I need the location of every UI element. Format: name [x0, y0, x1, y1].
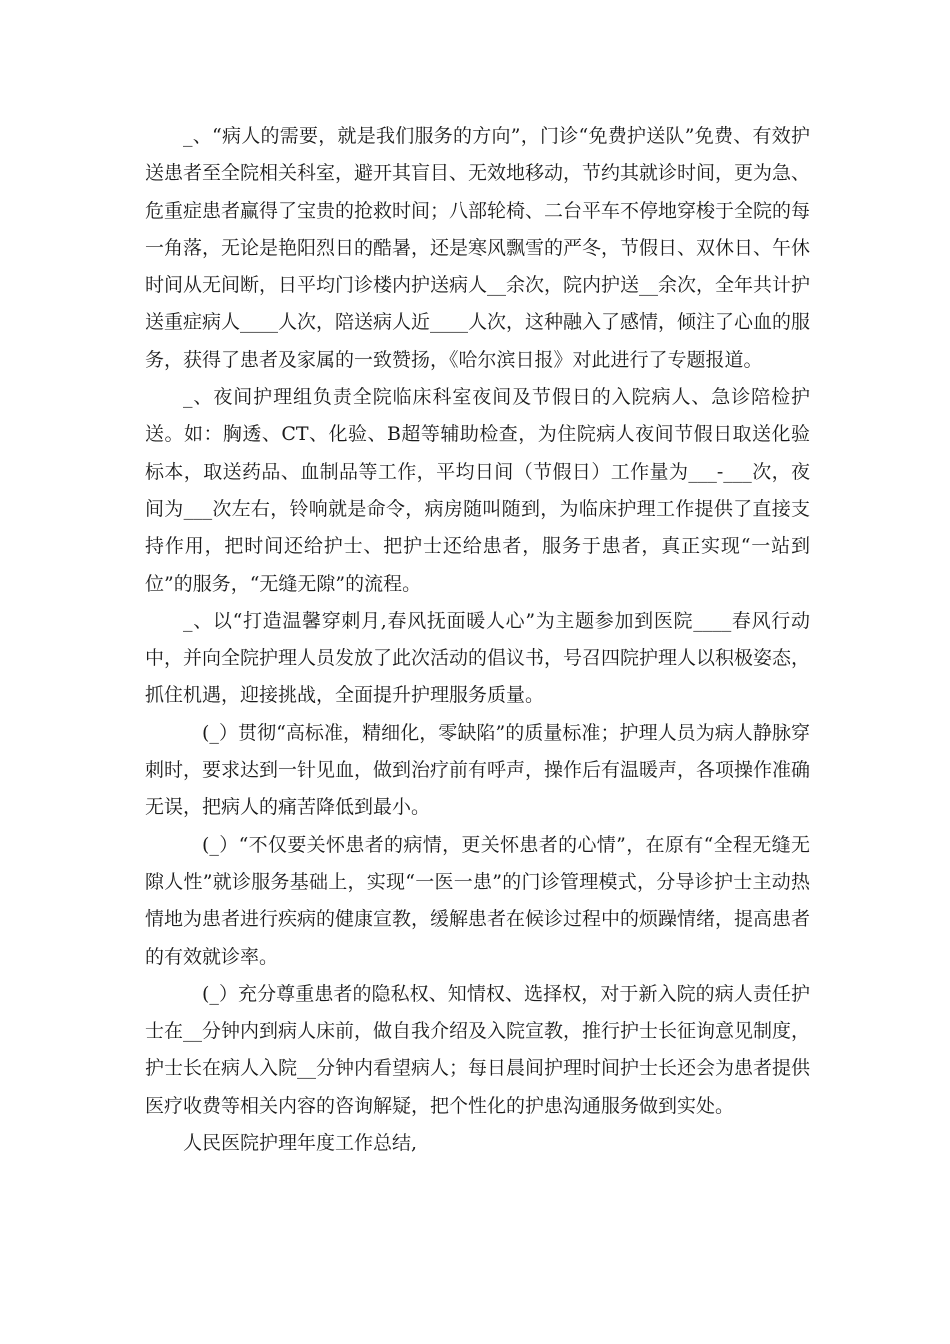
paragraph-patient-rights: (_）充分尊重患者的隐私权、知情权、选择权，对于新入院的病人责任护士在__分钟内到病人床前，做自我介绍及入院宣教，推行护士长征询意见制度，护士长在病人入院__分钟内看望病人；每日晨间护理时间护士长还会为患者提供医疗收费等相关内容的咨询解疑，把个性化的护患沟通服务做到实处。	[145, 982, 811, 1117]
paragraph-spring-campaign: _、以“打造温馨穿刺月,春风抚面暖人心”为主题参加到医院____春风行动中，并向全院护理人员发放了此次活动的倡议书，号召四院护理人以积极姿态，抓住机遇，迎接挑战，全面提升护理服务质量。	[145, 609, 811, 707]
paragraph-closing-title: 人民医院护理年度工作总结,	[183, 1132, 418, 1155]
paragraph-escort-team: _、“病人的需要，就是我们服务的方向”，门诊“免费护送队”免费、有效护送患者至全院相关科室，避开其盲目、无效地移动，节约其就诊时间，更为急、危重症患者赢得了宝贵的抢救时间；八部轮椅、二台平车不停地穿梭于全院的每一角落，无论是艳阳烈日的酷暑，还是寒风飘雪的严冬，节假日、双休日、午休时间从无间断，日平均门诊楼内护送病人__余次，院内护送__余次，全年共计护送重症病人____人次，陪送病人近____人次，这种融入了感情，倾注了心血的服务，获得了患者及家属的一致赞扬，《哈尔滨日报》对此进行了专题报道。	[145, 125, 811, 371]
document-page	[145, 118, 810, 1162]
paragraph-quality-standard: (_）贯彻“高标准，精细化，零缺陷”的质量标准；护理人员为病人静脉穿刺时，要求达到一针见血，做到治疗前有呼声，操作后有温暖声，各项操作准确无误，把病人的痛苦降低到最小。	[145, 721, 811, 819]
paragraph-night-care: _、夜间护理组负责全院临床科室夜间及节假日的入院病人、急诊陪检护送。如：胸透、CT、化验、B超等辅助检查，为住院病人夜间节假日取送化验标本，取送药品、血制品等工作，平均日间（节假日）工作量为___-___次，夜间为___次左右，铃响就是命令，病房随叫随到，为临床护理工作提供了直接支持作用，把时间还给护士、把护士还给患者，服务于患者，真正实现“一站到位”的服务，“无缝无隙”的流程。	[145, 386, 810, 595]
paragraph-patient-care: (_）“不仅要关怀患者的病情，更关怀患者的心情”，在原有“全程无缝无隙人性”就诊服务基础上，实现“一医一患”的门诊管理模式，分导诊护士主动热情地为患者进行疾病的健康宣教，缓解患者在候诊过程中的烦躁情绪，提高患者的有效就诊率。	[145, 833, 811, 968]
